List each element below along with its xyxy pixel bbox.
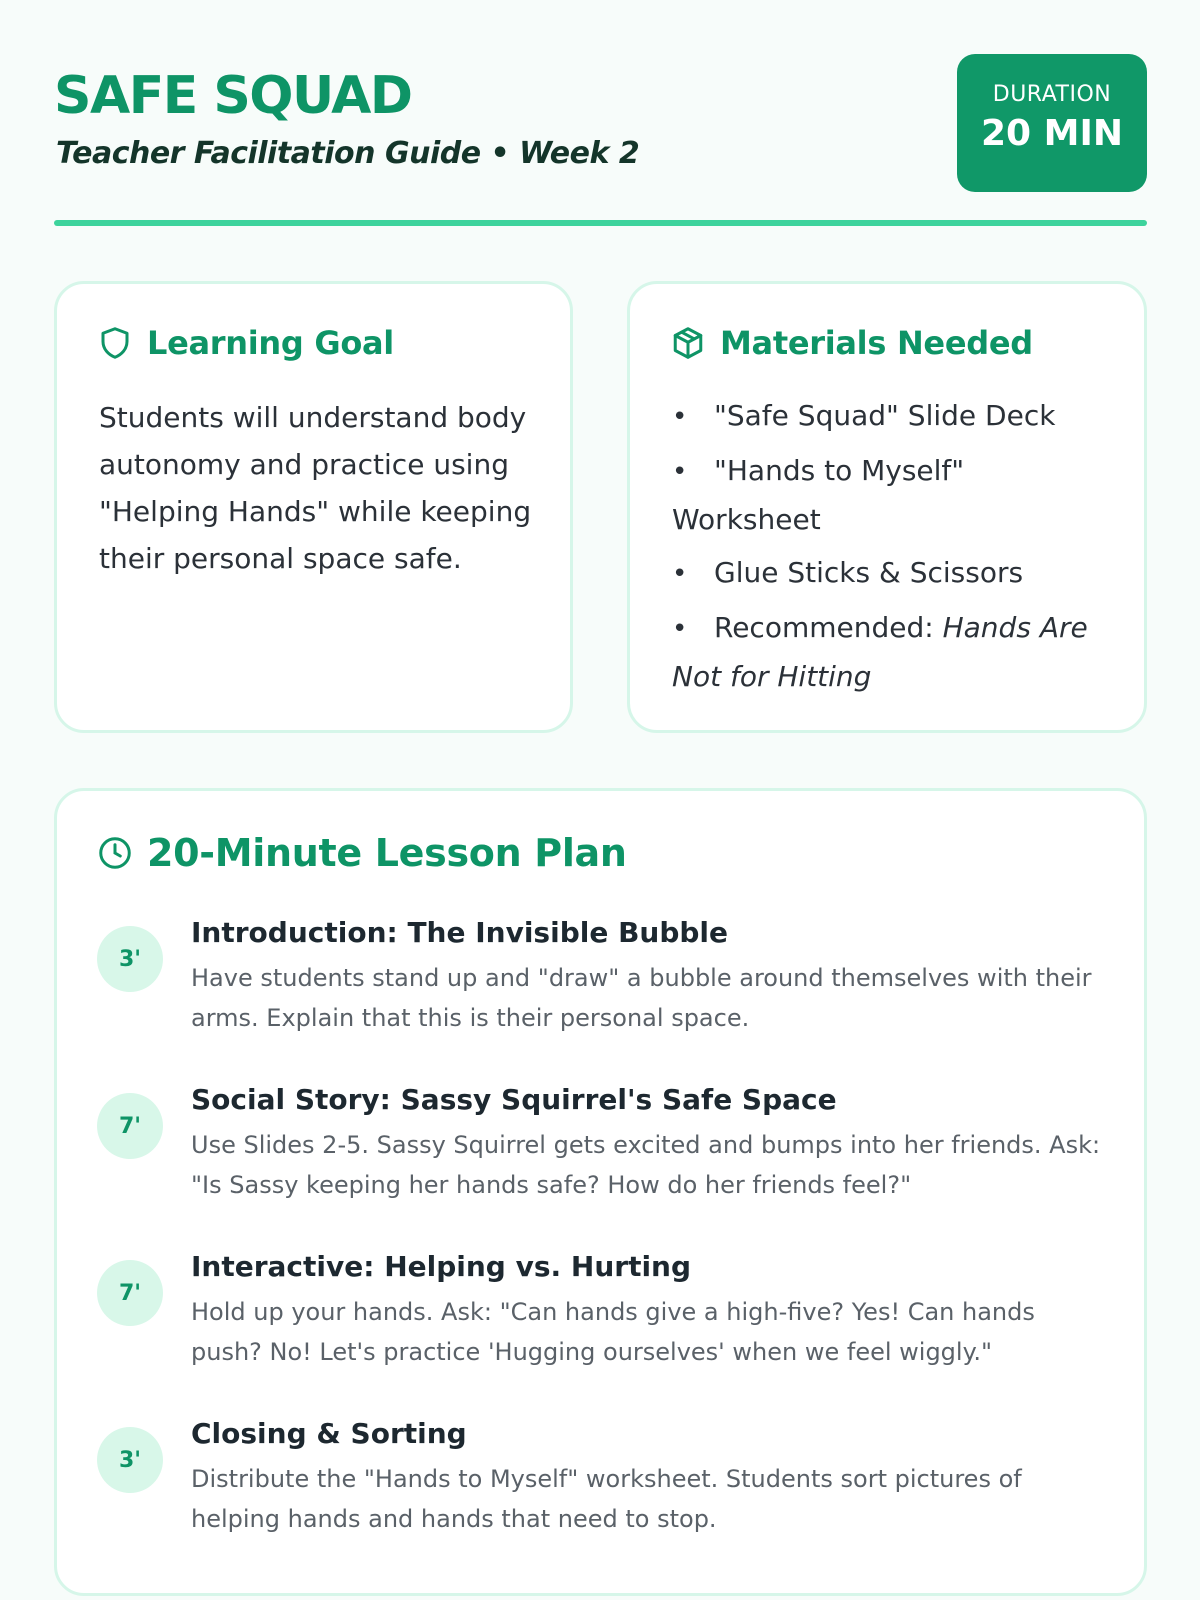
lesson-step bbox=[97, 1250, 1107, 1427]
step-title: Interactive: Helping vs. Hurting bbox=[191, 1250, 692, 1283]
shield-icon bbox=[97, 325, 133, 361]
materials-item: • "Safe Squad" Slide Deck bbox=[672, 392, 1112, 441]
materials-heading bbox=[670, 324, 1033, 362]
duration-value: 20 MIN bbox=[981, 113, 1123, 154]
clock-icon bbox=[97, 835, 133, 871]
materials-list bbox=[672, 392, 1112, 706]
duration-badge bbox=[957, 54, 1147, 192]
header-divider bbox=[54, 220, 1147, 226]
materials-item-recommended bbox=[672, 604, 1112, 700]
lesson-step bbox=[97, 916, 1107, 1093]
step-duration-badge: 3' bbox=[97, 1427, 163, 1493]
lesson-plan-title: 20-Minute Lesson Plan bbox=[147, 831, 627, 875]
step-title: Social Story: Sassy Squirrel's Safe Space bbox=[191, 1083, 837, 1116]
step-description: Use Slides 2-5. Sassy Squirrel gets excited and bumps into her friends. Ask: "Is Sassy keeping her hands safe? How do her friends feel?" bbox=[191, 1131, 1101, 1199]
step-description: Hold up your hands. Ask: "Can hands give a high-five? Yes! Can hands push? No! Let's practice 'Hugging ourselves' when we feel wiggly." bbox=[191, 1298, 1035, 1366]
materials-item: • "Hands to Myself" Worksheet bbox=[672, 447, 1112, 543]
materials-title: Materials Needed bbox=[720, 324, 1033, 362]
page-title: SAFE SQUAD bbox=[54, 66, 412, 126]
package-icon bbox=[670, 325, 706, 361]
step-duration-badge: 7' bbox=[97, 1260, 163, 1326]
lesson-step bbox=[97, 1083, 1107, 1260]
step-title: Introduction: The Invisible Bubble bbox=[191, 916, 729, 949]
page-header bbox=[54, 52, 1147, 226]
step-title: Closing & Sorting bbox=[191, 1417, 467, 1450]
learning-goal-card bbox=[54, 281, 573, 733]
page-subtitle: Teacher Facilitation Guide • Week 2 bbox=[56, 136, 640, 171]
recommended-label: Recommended: bbox=[714, 611, 943, 644]
recommended-book-title: Hands Are Not for Hitting bbox=[672, 611, 1088, 693]
lesson-plan-heading bbox=[97, 831, 627, 875]
learning-goal-heading bbox=[97, 324, 394, 362]
learning-goal-title: Learning Goal bbox=[147, 324, 394, 362]
materials-item: • Glue Sticks & Scissors bbox=[672, 549, 1112, 598]
step-description: Have students stand up and "draw" a bubble around themselves with their arms. Explain that this is their personal space. bbox=[191, 964, 1092, 1032]
lesson-step bbox=[97, 1417, 1107, 1594]
lesson-steps bbox=[97, 916, 1107, 1594]
duration-label: DURATION bbox=[992, 82, 1112, 107]
step-duration-badge: 7' bbox=[97, 1093, 163, 1159]
learning-goal-text: Students will understand body autonomy and practice using "Helping Hands" while keeping their personal space safe. bbox=[99, 401, 532, 575]
lesson-plan-card bbox=[54, 788, 1147, 1596]
materials-card bbox=[627, 281, 1147, 733]
step-description: Distribute the "Hands to Myself" worksheet. Students sort pictures of helping hands and hands that need to stop. bbox=[191, 1465, 1022, 1533]
step-duration-badge: 3' bbox=[97, 926, 163, 992]
